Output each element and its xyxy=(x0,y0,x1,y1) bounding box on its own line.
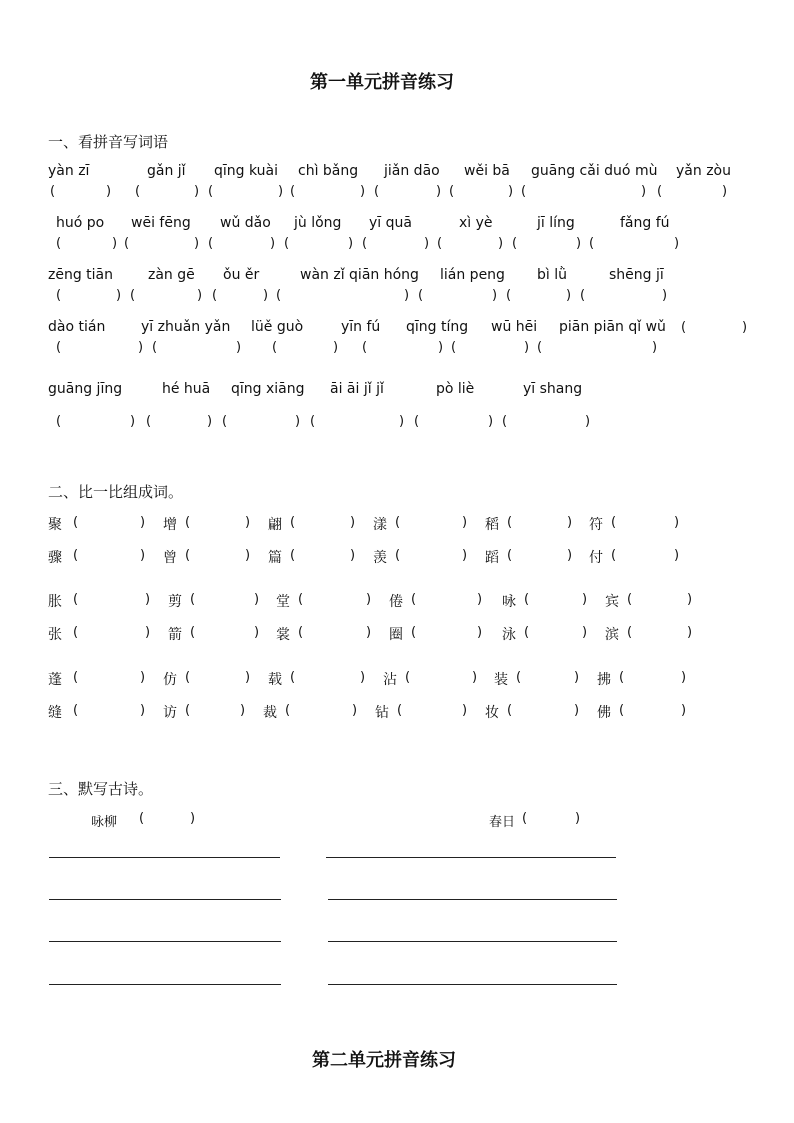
close-paren: ) xyxy=(263,288,269,303)
open-paren: ( xyxy=(146,414,152,429)
compare-char: 蹈 xyxy=(485,550,499,566)
close-paren: ) xyxy=(245,548,251,563)
poem-writing-line[interactable] xyxy=(328,899,617,900)
close-paren: ) xyxy=(278,184,284,199)
compare-char: 胀 xyxy=(48,594,62,610)
open-paren: ( xyxy=(627,625,633,640)
open-paren: ( xyxy=(537,340,543,355)
compare-char: 曾 xyxy=(163,550,177,566)
compare-char: 拂 xyxy=(597,672,611,688)
open-paren: ( xyxy=(73,592,79,607)
close-paren: ) xyxy=(687,625,693,640)
pinyin-word: fǎng fú xyxy=(620,215,670,231)
open-paren: ( xyxy=(285,703,291,718)
open-paren: ( xyxy=(212,288,218,303)
unit1-title: 第一单元拼音练习 xyxy=(310,72,454,93)
compare-char: 裁 xyxy=(263,705,277,721)
poem-left-name: 咏柳 xyxy=(91,815,118,830)
open-paren: ( xyxy=(627,592,633,607)
pinyin-word: ǒu ěr xyxy=(223,267,260,283)
pinyin-word: piān piān qǐ wǔ xyxy=(559,319,666,335)
close-paren: ) xyxy=(194,236,200,251)
poem-writing-line[interactable] xyxy=(49,984,281,985)
pinyin-word: jù lǒng xyxy=(294,215,342,231)
close-paren: ) xyxy=(245,670,251,685)
open-paren: ( xyxy=(507,548,513,563)
compare-char: 骤 xyxy=(48,550,62,566)
close-paren: ) xyxy=(360,184,366,199)
close-paren: ) xyxy=(207,414,213,429)
compare-char: 羡 xyxy=(373,550,387,566)
open-paren: ( xyxy=(290,184,296,199)
close-paren: ) xyxy=(674,236,680,251)
pinyin-word: gǎn jǐ xyxy=(147,163,186,179)
compare-char: 佛 xyxy=(597,705,611,721)
pinyin-word: wēi fēng xyxy=(131,215,191,231)
close-paren: ) xyxy=(492,288,498,303)
open-paren: ( xyxy=(580,288,586,303)
pinyin-word: yī quā xyxy=(369,215,412,231)
close-paren: ) xyxy=(399,414,405,429)
close-paren: ) xyxy=(333,340,339,355)
close-paren: ) xyxy=(674,515,680,530)
compare-char: 访 xyxy=(163,705,177,721)
close-paren: ) xyxy=(742,320,748,335)
poem-writing-line[interactable] xyxy=(49,899,281,900)
open-paren: ( xyxy=(185,548,191,563)
compare-char: 增 xyxy=(163,517,177,533)
poem-writing-line[interactable] xyxy=(49,857,280,858)
pinyin-word: āi āi jǐ jǐ xyxy=(330,381,384,397)
pinyin-word: yī zhuǎn yǎn xyxy=(141,319,231,335)
open-paren: ( xyxy=(124,236,130,251)
pinyin-word: huó po xyxy=(56,215,105,231)
close-paren: ) xyxy=(488,414,494,429)
close-paren: ) xyxy=(674,548,680,563)
pinyin-word: yàn zī xyxy=(48,163,90,179)
compare-char: 装 xyxy=(494,672,508,688)
open-paren: ( xyxy=(611,548,617,563)
close-paren: ) xyxy=(524,340,530,355)
pinyin-word: yǎn zòu xyxy=(676,163,731,179)
open-paren: ( xyxy=(619,670,625,685)
open-paren: ( xyxy=(374,184,380,199)
close-paren: ) xyxy=(498,236,504,251)
open-paren: ( xyxy=(589,236,595,251)
open-paren: ( xyxy=(56,236,62,251)
close-paren: ) xyxy=(130,414,136,429)
close-paren: ) xyxy=(140,548,146,563)
close-paren: ) xyxy=(352,703,358,718)
close-paren: ) xyxy=(254,592,260,607)
close-paren: ) xyxy=(348,236,354,251)
pinyin-word: guāng jīng xyxy=(48,381,123,397)
open-paren: ( xyxy=(208,184,214,199)
open-paren: ( xyxy=(208,236,214,251)
close-paren: ) xyxy=(236,340,242,355)
section1-heading: 一、看拼音写词语 xyxy=(48,133,169,151)
section2-heading: 二、比一比组成词。 xyxy=(48,483,184,501)
open-paren: ( xyxy=(524,592,530,607)
compare-char: 缝 xyxy=(48,705,62,721)
poem-writing-line[interactable] xyxy=(328,984,617,985)
close-paren: ) xyxy=(687,592,693,607)
close-paren: ) xyxy=(472,670,478,685)
compare-char: 钻 xyxy=(375,705,389,721)
open-paren: ( xyxy=(418,288,424,303)
pinyin-word: zēng tiān xyxy=(48,267,114,283)
compare-char: 付 xyxy=(589,550,603,566)
close-paren: ) xyxy=(106,184,112,199)
pinyin-word: wàn zǐ qiān hóng xyxy=(300,267,419,283)
open-paren: ( xyxy=(507,515,513,530)
poem-right-name: 春日 xyxy=(489,815,516,830)
compare-char: 稻 xyxy=(485,517,499,533)
open-paren: ( xyxy=(405,670,411,685)
close-paren: ) xyxy=(567,548,573,563)
open-paren: ( xyxy=(411,625,417,640)
open-paren: ( xyxy=(449,184,455,199)
close-paren: ) xyxy=(462,515,468,530)
close-paren: ) xyxy=(270,236,276,251)
pinyin-word: lián peng xyxy=(440,267,505,283)
section3-heading: 三、默写古诗。 xyxy=(48,780,154,798)
open-paren: ( xyxy=(657,184,663,199)
open-paren: ( xyxy=(272,340,278,355)
open-paren: ( xyxy=(290,515,296,530)
close-paren: ) xyxy=(245,515,251,530)
pinyin-word: dào tián xyxy=(48,319,106,335)
close-paren: ) xyxy=(566,288,572,303)
compare-char: 圈 xyxy=(389,627,403,643)
pinyin-word: pò liè xyxy=(436,381,475,397)
pinyin-word: qīng kuài xyxy=(214,163,279,179)
poem-writing-line[interactable] xyxy=(49,941,281,942)
close-paren: ) xyxy=(641,184,647,199)
close-paren: ) xyxy=(508,184,514,199)
compare-char: 滨 xyxy=(605,627,619,643)
open-paren: ( xyxy=(73,703,79,718)
compare-char: 倦 xyxy=(389,594,403,610)
close-paren: ) xyxy=(575,811,581,826)
pinyin-word: wǔ dǎo xyxy=(220,215,271,231)
close-paren: ) xyxy=(567,515,573,530)
open-paren: ( xyxy=(190,625,196,640)
compare-char: 翩 xyxy=(268,517,282,533)
compare-char: 载 xyxy=(268,672,282,688)
open-paren: ( xyxy=(290,548,296,563)
open-paren: ( xyxy=(451,340,457,355)
close-paren: ) xyxy=(681,670,687,685)
open-paren: ( xyxy=(56,340,62,355)
pinyin-word: guāng cǎi duó mù xyxy=(531,163,658,179)
pinyin-word: jiǎn dāo xyxy=(384,163,440,179)
close-paren: ) xyxy=(366,625,372,640)
compare-char: 沾 xyxy=(383,672,397,688)
open-paren: ( xyxy=(135,184,141,199)
close-paren: ) xyxy=(190,811,196,826)
close-paren: ) xyxy=(254,625,260,640)
close-paren: ) xyxy=(140,670,146,685)
close-paren: ) xyxy=(662,288,668,303)
pinyin-word: qīng xiāng xyxy=(231,381,305,397)
close-paren: ) xyxy=(722,184,728,199)
open-paren: ( xyxy=(185,670,191,685)
open-paren: ( xyxy=(411,592,417,607)
pinyin-word: wū hēi xyxy=(491,319,538,335)
close-paren: ) xyxy=(360,670,366,685)
open-paren: ( xyxy=(50,184,56,199)
close-paren: ) xyxy=(585,414,591,429)
close-paren: ) xyxy=(404,288,410,303)
pinyin-word: wěi bā xyxy=(464,163,510,179)
open-paren: ( xyxy=(130,288,136,303)
open-paren: ( xyxy=(516,670,522,685)
close-paren: ) xyxy=(116,288,122,303)
open-paren: ( xyxy=(222,414,228,429)
open-paren: ( xyxy=(276,288,282,303)
close-paren: ) xyxy=(574,670,580,685)
pinyin-word: qīng tíng xyxy=(406,319,469,335)
open-paren: ( xyxy=(290,670,296,685)
compare-char: 箭 xyxy=(168,627,182,643)
close-paren: ) xyxy=(145,625,151,640)
open-paren: ( xyxy=(73,625,79,640)
open-paren: ( xyxy=(414,414,420,429)
compare-char: 蓬 xyxy=(48,672,62,688)
compare-char: 篇 xyxy=(268,550,282,566)
open-paren: ( xyxy=(152,340,158,355)
pinyin-word: jī líng xyxy=(537,215,575,231)
open-paren: ( xyxy=(73,670,79,685)
open-paren: ( xyxy=(185,515,191,530)
close-paren: ) xyxy=(424,236,430,251)
close-paren: ) xyxy=(138,340,144,355)
compare-char: 宾 xyxy=(605,594,619,610)
close-paren: ) xyxy=(112,236,118,251)
pinyin-word: yīn fú xyxy=(341,319,381,335)
close-paren: ) xyxy=(576,236,582,251)
open-paren: ( xyxy=(139,811,145,826)
open-paren: ( xyxy=(284,236,290,251)
open-paren: ( xyxy=(611,515,617,530)
open-paren: ( xyxy=(521,184,527,199)
close-paren: ) xyxy=(295,414,301,429)
close-paren: ) xyxy=(350,515,356,530)
compare-char: 妆 xyxy=(485,705,499,721)
open-paren: ( xyxy=(395,515,401,530)
unit2-title: 第二单元拼音练习 xyxy=(312,1050,456,1071)
compare-char: 堂 xyxy=(276,594,290,610)
close-paren: ) xyxy=(582,625,588,640)
compare-char: 剪 xyxy=(168,594,182,610)
close-paren: ) xyxy=(462,548,468,563)
compare-char: 咏 xyxy=(502,594,516,610)
open-paren: ( xyxy=(185,703,191,718)
open-paren: ( xyxy=(73,515,79,530)
open-paren: ( xyxy=(507,703,513,718)
pinyin-word: bì lǜ xyxy=(537,267,567,283)
open-paren: ( xyxy=(397,703,403,718)
open-paren: ( xyxy=(73,548,79,563)
compare-char: 裳 xyxy=(276,627,290,643)
close-paren: ) xyxy=(681,703,687,718)
open-paren: ( xyxy=(190,592,196,607)
close-paren: ) xyxy=(197,288,203,303)
close-paren: ) xyxy=(366,592,372,607)
close-paren: ) xyxy=(477,592,483,607)
pinyin-word: zàn gē xyxy=(148,267,195,283)
close-paren: ) xyxy=(145,592,151,607)
close-paren: ) xyxy=(582,592,588,607)
close-paren: ) xyxy=(462,703,468,718)
open-paren: ( xyxy=(56,414,62,429)
compare-char: 张 xyxy=(48,627,62,643)
open-paren: ( xyxy=(298,592,304,607)
close-paren: ) xyxy=(350,548,356,563)
close-paren: ) xyxy=(477,625,483,640)
close-paren: ) xyxy=(140,515,146,530)
open-paren: ( xyxy=(362,236,368,251)
open-paren: ( xyxy=(437,236,443,251)
compare-char: 聚 xyxy=(48,517,62,533)
open-paren: ( xyxy=(681,320,687,335)
compare-char: 仿 xyxy=(163,672,177,688)
pinyin-word: shēng jī xyxy=(609,267,664,283)
poem-writing-line[interactable] xyxy=(326,857,616,858)
poem-writing-line[interactable] xyxy=(328,941,617,942)
pinyin-word: lüě guò xyxy=(251,319,304,335)
open-paren: ( xyxy=(310,414,316,429)
close-paren: ) xyxy=(194,184,200,199)
pinyin-word: chì bǎng xyxy=(298,163,359,179)
open-paren: ( xyxy=(524,625,530,640)
open-paren: ( xyxy=(395,548,401,563)
compare-char: 泳 xyxy=(502,627,516,643)
open-paren: ( xyxy=(506,288,512,303)
open-paren: ( xyxy=(362,340,368,355)
pinyin-word: hé huā xyxy=(162,381,211,397)
compare-char: 符 xyxy=(589,517,603,533)
close-paren: ) xyxy=(574,703,580,718)
open-paren: ( xyxy=(619,703,625,718)
open-paren: ( xyxy=(502,414,508,429)
close-paren: ) xyxy=(240,703,246,718)
close-paren: ) xyxy=(436,184,442,199)
close-paren: ) xyxy=(140,703,146,718)
open-paren: ( xyxy=(522,811,528,826)
open-paren: ( xyxy=(56,288,62,303)
pinyin-word: yī shang xyxy=(523,381,583,397)
pinyin-word: xì yè xyxy=(459,215,493,231)
open-paren: ( xyxy=(512,236,518,251)
open-paren: ( xyxy=(298,625,304,640)
close-paren: ) xyxy=(438,340,444,355)
compare-char: 漾 xyxy=(373,517,387,533)
close-paren: ) xyxy=(652,340,658,355)
